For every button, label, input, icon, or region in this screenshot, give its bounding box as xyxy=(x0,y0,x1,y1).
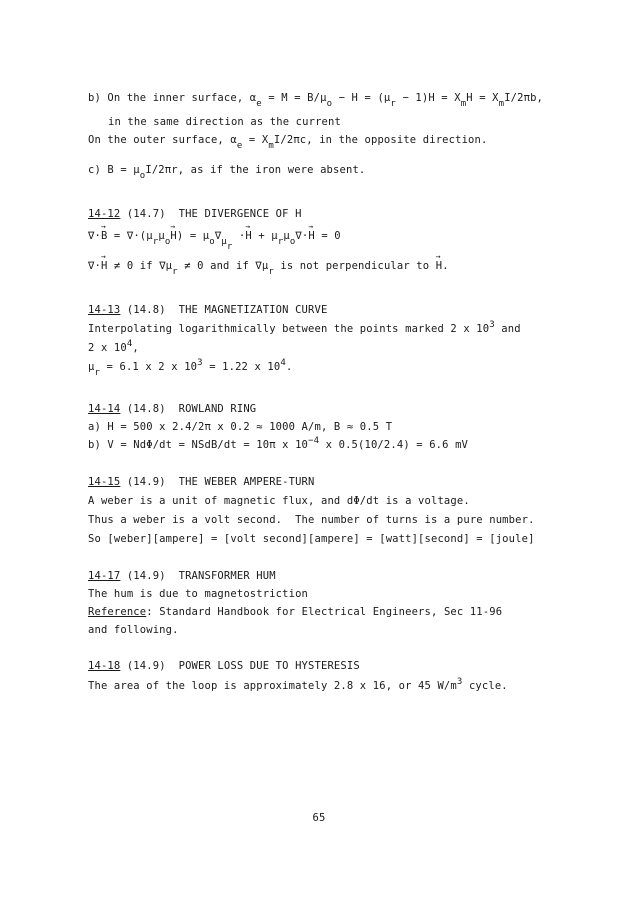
section-number: 14-12 xyxy=(88,208,121,220)
section-14-18-heading: 14-18 (14.9) POWER LOSS DUE TO HYSTERESIS xyxy=(88,660,360,672)
section-14-14-heading: 14-14 (14.8) ROWLAND RING xyxy=(88,403,257,415)
section-14-15-line-1: A weber is a unit of magnetic flux, and dΦ/dt is a voltage. xyxy=(88,495,470,507)
section-number: 14-13 xyxy=(88,304,121,316)
section-14-13-heading: 14-13 (14.8) THE MAGNETIZATION CURVE xyxy=(88,304,328,316)
section-14-17-heading: 14-17 (14.9) TRANSFORMER HUM xyxy=(88,570,276,582)
section-14-12-equation-1: ∇·→ $B = \nabla\cdot(\mu_r\mu_o\to H) = \mu_o\nabla_{\mu_r} \cdot\to H + \mu_r\mu_o\nabla\cdot\to H = 0$ xyxy=(88,229,341,247)
part-b-line-1: b) On the inner surface, $\alpha_e = M = B/\mu_o - H = (\mu_r - 1)H = X_mH = X_mI/2\pi b$, xyxy=(88,92,544,109)
section-14-13-line-3: $\mu_r = 6.1$ x 2 x $10^3 = 1.22$ x $10^4$. xyxy=(88,358,293,378)
section-14-18-line-1: The area of the loop is approximately 2.8 x 16, or 45 $W/m^3$ cycle. xyxy=(88,677,508,692)
part-b-line-3: On the outer surface, $\alpha_e = X_mI/2\pi c$, in the opposite direction. xyxy=(88,134,488,151)
section-14-15-line-3: So [weber][ampere] = [volt second][ampere] = [watt][second] = [joule] xyxy=(88,533,535,545)
section-14-17-line-3: and following. xyxy=(88,624,179,636)
page-number: 65 xyxy=(312,812,326,824)
section-14-15-heading: 14-15 (14.9) THE WEBER AMPERE-TURN xyxy=(88,476,315,488)
reference-label: Reference xyxy=(88,606,147,618)
section-14-12-equation-2: ∇·→ H ≠ 0 if $\nabla\mu_r \ne 0$ and if $\nabla\mu_r$ is not perpendicular to → H. xyxy=(88,259,449,273)
section-14-12-heading: 14-12 (14.7) THE DIVERGENCE OF H xyxy=(88,208,302,220)
section-14-17-line-1: The hum is due to magnetostriction xyxy=(88,588,309,600)
part-b-line-2: in the same direction as the current xyxy=(108,116,341,128)
section-14-13-line-1: Interpolating logarithmically between the points marked 2 x $10^3$ and xyxy=(88,320,521,335)
section-14-15-line-2: Thus a weber is a volt second. The number of turns is a pure number. xyxy=(88,514,535,526)
section-14-14-line-a: a) H = 500 x 2.4/2π x 0.2 ≈ 1000 A/m, B ≈ 0.5 T xyxy=(88,421,393,433)
section-14-17-reference: Reference: Standard Handbook for Electrical Engineers, Sec 11-96 xyxy=(88,606,503,618)
section-number: 14-17 xyxy=(88,570,121,582)
section-number: 14-15 xyxy=(88,476,121,488)
section-14-14-line-b: b) V = NdΦ/dt = NSdB/dt = 10π x $10^{-4}$ x 0.5(10/2.4) = 6.6 mV xyxy=(88,436,469,451)
section-number: 14-18 xyxy=(88,660,121,672)
section-number: 14-14 xyxy=(88,403,121,415)
part-c-line: c) $B = \mu_oI/2\pi r$, as if the iron were absent. xyxy=(88,164,366,181)
section-14-13-line-2: 2 x $10^4$, xyxy=(88,339,139,354)
